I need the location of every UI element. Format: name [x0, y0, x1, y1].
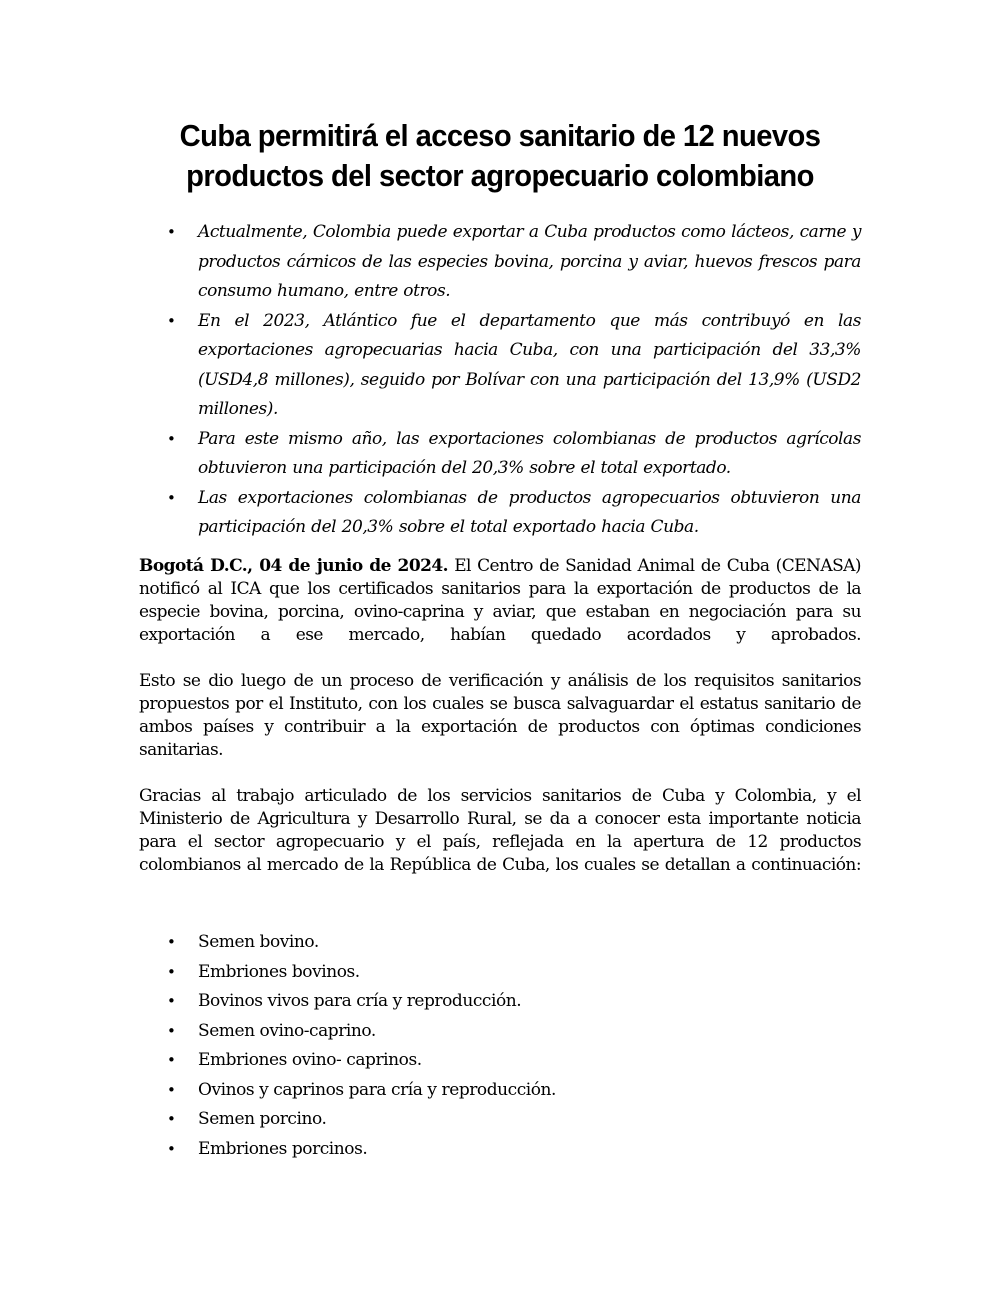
paragraph-3: [139, 785, 861, 877]
dateline: Bogotá D.C., 04 de junio de 2024.: [139, 556, 449, 576]
highlight-item: [139, 484, 861, 543]
bullet-icon: •: [167, 429, 176, 448]
paragraph-1-text: El Centro de Sanidad Animal de Cuba (CENASA) notificó al ICA que los certificados sanitarios para la exportación de productos de la especie bovina, porcina, ovino-caprina y aviar, que estaban en negociación para su exportación a ese mercado, habían quedado acordados y aprobados.: [139, 556, 861, 645]
product-item: [139, 1105, 861, 1135]
highlight-item: [139, 307, 861, 425]
highlight-text: Para este mismo año, las exportaciones colombianas de productos agrícolas obtuvieron una participación del 20,3% sobre el total exportado.: [198, 428, 861, 478]
bullet-icon: •: [167, 1021, 176, 1040]
product-text: Embriones ovino- caprinos.: [198, 1050, 422, 1070]
bullet-icon: •: [167, 1139, 176, 1158]
products-list: [139, 928, 861, 1164]
highlight-text: Actualmente, Colombia puede exportar a Cuba productos como lácteos, carne y productos cárnicos de las especies bovina, porcina y aviar, huevos frescos para consumo humano, entre otros.: [198, 222, 861, 301]
bullet-icon: •: [167, 933, 176, 951]
page-title: [143, 116, 857, 196]
paragraph-3-text: Gracias al trabajo articulado de los servicios sanitarios de Cuba y Colombia, y el Ministerio de Agricultura y Desarrollo Rural, se da a conocer esta importante noticia para el sector agropecuario y el país, reflejada en la apertura de 12 productos colombianos al mercado de la República de Cuba, los cuales se detallan a continuación:: [139, 786, 861, 875]
product-item: [139, 987, 861, 1017]
bullet-icon: •: [167, 992, 176, 1010]
product-text: Semen porcino.: [198, 1109, 327, 1129]
highlight-item: [139, 425, 861, 484]
product-text: Semen bovino.: [198, 932, 319, 952]
bullet-icon: •: [167, 1080, 176, 1099]
paragraph-2: [139, 670, 861, 762]
bullet-icon: •: [167, 223, 176, 241]
bullet-icon: •: [167, 311, 176, 330]
product-text: Embriones porcinos.: [198, 1138, 368, 1159]
product-text: Semen ovino-caprino.: [198, 1020, 376, 1041]
product-text: Ovinos y caprinos para cría y reproducción.: [198, 1079, 557, 1100]
product-item: [139, 1046, 861, 1076]
product-item: [139, 1017, 861, 1047]
product-text: Bovinos vivos para cría y reproducción.: [198, 991, 522, 1011]
paragraph-1: [139, 555, 861, 647]
bullet-icon: •: [167, 488, 176, 507]
highlight-item: [139, 218, 861, 307]
paragraph-2-text: Esto se dio luego de un proceso de verificación y análisis de los requisitos sanitarios propuestos por el Instituto, con los cuales se busca salvaguardar el estatus sanitario de ambos países y contribuir a la exportación de productos con óptimas condiciones sanitarias.: [139, 671, 861, 760]
highlight-text: En el 2023, Atlántico fue el departamento que más contribuyó en las exportaciones agropecuarias hacia Cuba, con una participación del 33,3% (USD4,8 millones), seguido por Bolívar con una participación del 13,9% (USD2 millones).: [198, 310, 861, 419]
highlights-list: [139, 218, 861, 543]
product-item: [139, 1135, 861, 1165]
product-item: [139, 958, 861, 988]
title-line-2: productos del sector agropecuario colombiano: [186, 158, 814, 193]
product-item: [139, 928, 861, 958]
title-line-1: Cuba permitirá el acceso sanitario de 12 nuevos: [179, 118, 821, 153]
highlight-text: Las exportaciones colombianas de productos agropecuarios obtuvieron una participación del 20,3% sobre el total exportado hacia Cuba.: [198, 487, 861, 537]
product-item: [139, 1076, 861, 1106]
bullet-icon: •: [167, 1051, 176, 1069]
bullet-icon: •: [167, 1110, 176, 1128]
product-text: Embriones bovinos.: [198, 961, 360, 982]
bullet-icon: •: [167, 962, 176, 981]
